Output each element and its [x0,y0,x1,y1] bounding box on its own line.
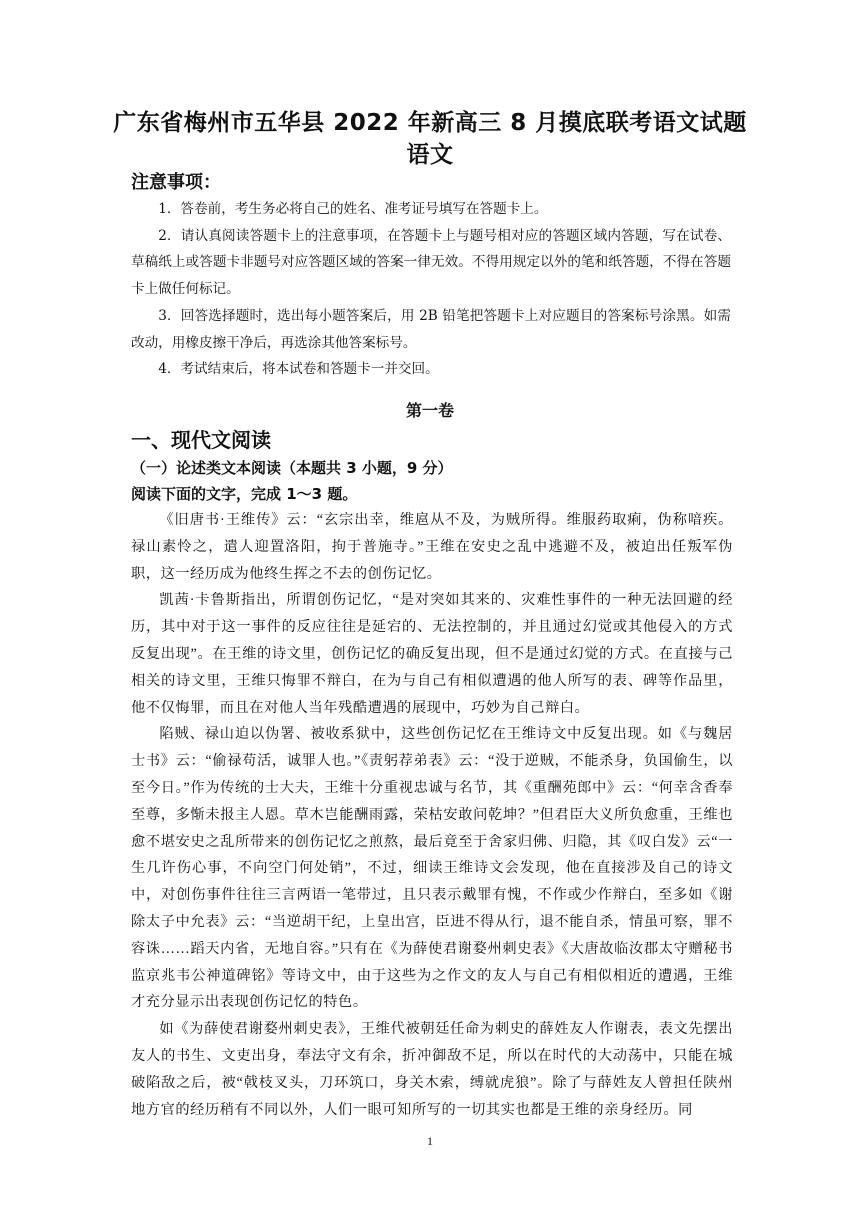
instruction-text: 阅读下面的文字，完成 1～3 题。 [131,485,358,503]
passage-paragraph: 陷贼、禄山迫以伪署、被收系狱中，这些创伤记忆在王维诗文中反复出现。如《与魏居士书》云：“偷禄苟活，诚罪人也。”《责躬荐弟表》云：“没于逆贼，不能杀身，负国偷生，以至今日。”作为传统的士大夫，王维十分重视忠诚与名节，其《重酬苑郎中》云：“何幸含香奉至尊，多惭未报主人恩。草木岂能酬雨露，荣枯安敢问乾坤？”但君臣大义所负愈重，王维也愈不堪安史之乱所带来的创伤记忆之煎熬，最后竟至于舍家归佛、归隐，其《叹白发》云“一生几许伤心事，不向空门何处销”，不过，细读王维诗文会发现，他在直接涉及自己的诗文中，对创伤事件往往三言两语一笔带过，且只表示戴罪有愧，不作或少作辩白，至多如《谢除太子中允表》云：“当逆胡干纪，上皇出宫，臣进不得从行，退不能自杀，情虽可察，罪不容诛……蹈天内省，无地自容。”只有在《为薛使君谢婺州刺史表》《大唐故临汝郡太守赠秘书监京兆韦公神道碑铭》等诗文中，由于这些为之作文的友人与自己有相似相近的遭遇，王维才充分显示出表现创伤记忆的特色。 [131,726,733,1011]
notice-item: 4．考试结束后，将本试卷和答题卡一并交回。 [158,361,439,378]
section-heading: 一、现代文阅读 [131,428,271,452]
notice-list [131,196,731,383]
subsection-heading: （一）论述类文本阅读（本题共 3 小题，9 分） [131,459,453,477]
passage-paragraph: 《旧唐书·王维传》云：“玄宗出幸，维扈从不及，为贼所得。维服药取痢，伪称喑疾。禄山素怜之，遣人迎置洛阳，拘于普施寺。”王维在安史之乱中逃避不及，被迫出任叛军伪职，这一经历成为他终生挥之不去的创伤记忆。 [131,512,733,582]
notice-item: 1．答卷前，考生务必将自己的姓名、准考证号填写在答题卡上。 [158,201,548,217]
reading-passage [131,507,733,1123]
notice-item: 3．回答选择题时，选出每小题答案后，用 2B 铅笔把答题卡上对应题目的答案标号涂黑。如需改动，用橡皮擦干净后，再选涂其他答案标号。 [131,307,731,351]
passage-paragraph: 凯茜·卡鲁斯指出，所谓创伤记忆，“是对突如其来的、灾难性事件的一种无法回避的经历，其中对于这一事件的反应往往是延宕的、无法控制的，并且通过幻觉或其他侵入的方式反复出现”。在王维的诗文里，创伤记忆的确反复出现，但不是通过幻觉的方式。在直接与己相关的诗文里，王维只悔罪不辩白，在为与自己有相似遭遇的他人所写的表、碑等作品里，他不仅悔罪，而且在对他人当年残酷遭遇的展现中，巧妙为自己辩白。 [131,592,733,716]
page-number: 1 [427,1134,433,1148]
passage-paragraph: 如《为薛使君谢婺州刺史表》，王维代被朝廷任命为刺史的薛姓友人作谢表，表文先摆出友人的书生、文吏出身，奉法守文有余，折冲御敌不足，所以在时代的大动荡中，只能在城破陷敌之后，被“戟枝叉头，刀环筑口，身关木索，缚就虎狼”。除了与薛姓友人曾担任陕州地方官的经历稍有不同以外，人们一眼可知所写的一切其实也都是王维的亲身经历。同 [131,1021,733,1118]
document-subtitle: 语文 [406,142,454,168]
volume-heading: 第一卷 [405,401,454,420]
notice-item: 2．请认真阅读答题卡上的注意事项，在答题卡上与题号相对应的答题区域内答题，写在试卷、草稿纸上或答题卡非题号对应答题区域的答案一律无效。不得用规定以外的笔和纸答题，不得在答题卡上做任何标记。 [131,227,731,298]
document-title: 广东省梅州市五华县 2022 年新高三 8 月摸底联考语文试题 [113,110,747,136]
notice-heading: 注意事项： [131,172,221,193]
